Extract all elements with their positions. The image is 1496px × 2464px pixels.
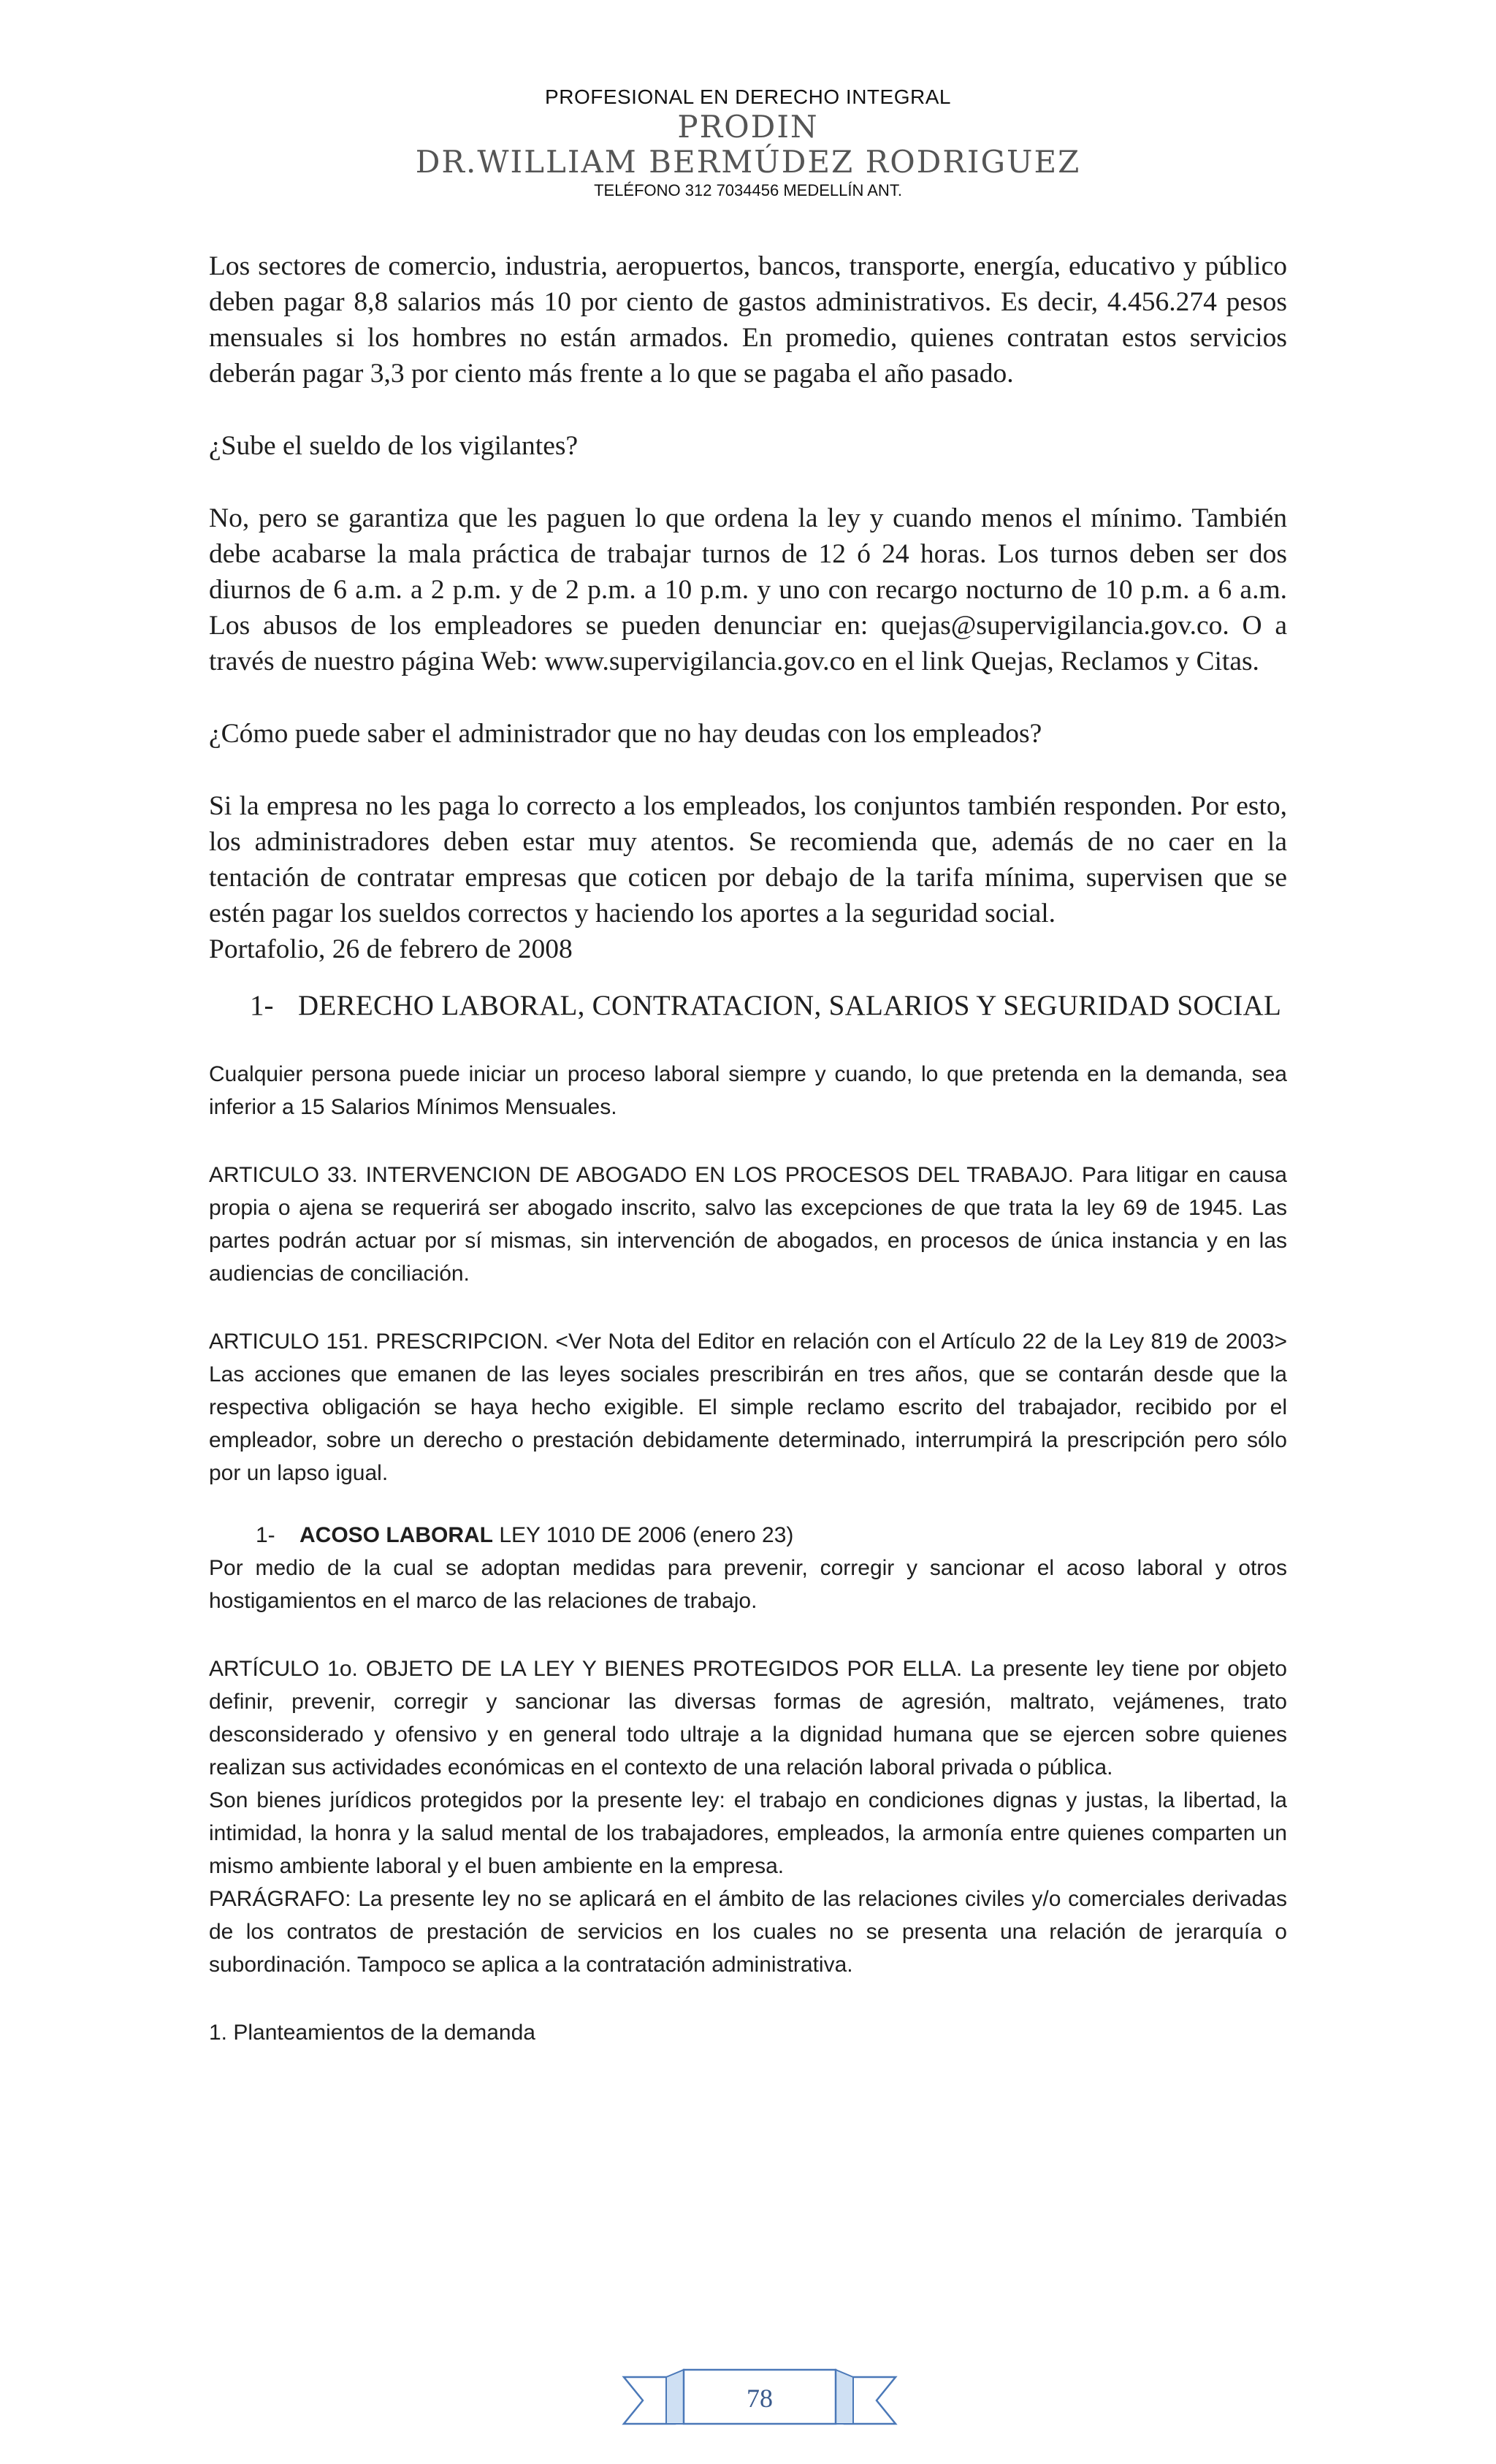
header-phone: TELÉFONO 312 7034456 MEDELLÍN ANT. — [594, 181, 902, 199]
subsection-number: 1- — [256, 1523, 275, 1547]
page-header — [0, 85, 1496, 202]
subsection-title-rest: LEY 1010 DE 2006 (enero 23) — [493, 1523, 794, 1547]
article-question: ¿Cómo puede saber el administrador que no hay deudas con los empleados? — [209, 719, 1042, 749]
article-paragraph: No, pero se garantiza que les paguen lo que ordena la ley y cuando menos el mínimo. También debe acabarse la mala práctica de trabajar turnos de 12 ó 24 horas. Los turnos deben ser dos diurnos de 6 a.m. a 2 p.m. y de 2 p.m. a 10 p.m. y uno con recargo nocturno de 10 p.m. a 6 a.m. Los abusos de los empleadores se pueden denunciar en: quejas@supervigilancia.gov.co. O a través de nuestro página Web: www.supervigilancia.gov.co en el link Quejas, Reclamos y Citas. — [209, 503, 1287, 676]
subsection-title-bold: ACOSO LABORAL — [299, 1523, 493, 1547]
body-paragraph: ARTÍCULO 1o. OBJETO DE LA LEY Y BIENES PROTEGIDOS POR ELLA. La presente ley tiene por objeto definir, prevenir, corregir y sancionar las diversas formas de agresión, maltrato, vejámenes, trato desconsiderado y ofensivo y en general todo ultraje a la dignidad humana que se ejercen sobre quienes realizan sus actividades económicas en el contexto de una relación laboral privada o pública. — [209, 1657, 1287, 1780]
body-paragraph: Cualquier persona puede iniciar un proceso laboral siempre y cuando, lo que pretenda en la demanda, sea inferior a 15 Salarios Mínimos Mensuales. — [209, 1062, 1287, 1119]
article-source: Portafolio, 26 de febrero de 2008 — [209, 934, 573, 964]
page-number: 78 — [747, 2384, 773, 2413]
article-paragraph: Si la empresa no les paga lo correcto a los empleados, los conjuntos también responden. Por esto, los administradores deben estar muy atentos. Se recomienda que, además de no caer en la tentación de contratar empresas que coticen por debajo de la tarifa mínima, supervisen que se estén pagar los sueldos correctos y haciendo los aportes a la seguridad social. — [209, 791, 1287, 928]
article-question: ¿Sube el sueldo de los vigilantes? — [209, 431, 579, 461]
article-block — [209, 248, 1287, 967]
page-footer — [621, 2367, 898, 2434]
body-paragraph: Por medio de la cual se adoptan medidas para prevenir, corregir y sancionar el acoso laboral y otros hostigamientos en el marco de las relaciones de trabajo. — [209, 1556, 1287, 1613]
header-brand: PRODIN — [677, 109, 819, 145]
section-heading — [250, 988, 1287, 1024]
subsection-heading — [256, 1519, 1287, 1552]
section-title: DERECHO LABORAL, CONTRATACION, SALARIOS Y SEGURIDAD SOCIAL — [298, 990, 1282, 1021]
body-paragraph: ARTICULO 33. INTERVENCION DE ABOGADO EN LOS PROCESOS DEL TRABAJO. Para litigar en causa propia o ajena se requerirá ser abogado inscrito, salvo las excepciones de que trata la ley 69 de 1945. Las partes podrán actuar por sí mismas, sin intervención de abogados, en procesos de única instancia y en las audiencias de conciliación. — [209, 1163, 1287, 1286]
body-paragraph: PARÁGRAFO: La presente ley no se aplicará en el ámbito de las relaciones civiles y/o comerciales derivadas de los contratos de prestación de servicios en los cuales no se presenta una relación de jerarquía o subordinación. Tampoco se aplica a la contratación administrativa. — [209, 1887, 1287, 1977]
page-content — [209, 248, 1287, 2049]
subsection-title — [299, 1519, 793, 1552]
body-paragraph: Son bienes jurídicos protegidos por la presente ley: el trabajo en condiciones dignas y justas, la libertad, la intimidad, la honra y la salud mental de los trabajadores, empleados, la armonía entre quienes comparten un mismo ambiente laboral y el buen ambiente en la empresa. — [209, 1788, 1287, 1878]
header-profession: PROFESIONAL EN DERECHO INTEGRAL — [545, 85, 951, 108]
article-paragraph: Los sectores de comercio, industria, aeropuertos, bancos, transporte, energía, educativo y público deben pagar 8,8 salarios más 10 por ciento de gastos administrativos. Es decir, 4.456.274 pesos mensuales si los hombres no están armados. En promedio, quienes contratan estos servicios deberán pagar 3,3 por ciento más frente a lo que se pagaba el año pasado. — [209, 251, 1287, 389]
header-author: DR.WILLIAM BERMÚDEZ RODRIGUEZ — [415, 144, 1081, 180]
body-list-item: 1. Planteamientos de la demanda — [209, 2021, 535, 2045]
body-block — [209, 1058, 1287, 2049]
section-number: 1- — [250, 990, 274, 1021]
body-paragraph: ARTICULO 151. PRESCRIPCION. <Ver Nota del Editor en relación con el Artículo 22 de la Ley 819 de 2003> Las acciones que emanen de las leyes sociales prescribirán en tres años, que se contarán desde que la respectiva obligación se haya hecho exigible. El simple reclamo escrito del trabajador, recibido por el empleador, sobre un derecho o prestación debidamente determinado, interrumpirá la prescripción pero sólo por un lapso igual. — [209, 1330, 1287, 1485]
